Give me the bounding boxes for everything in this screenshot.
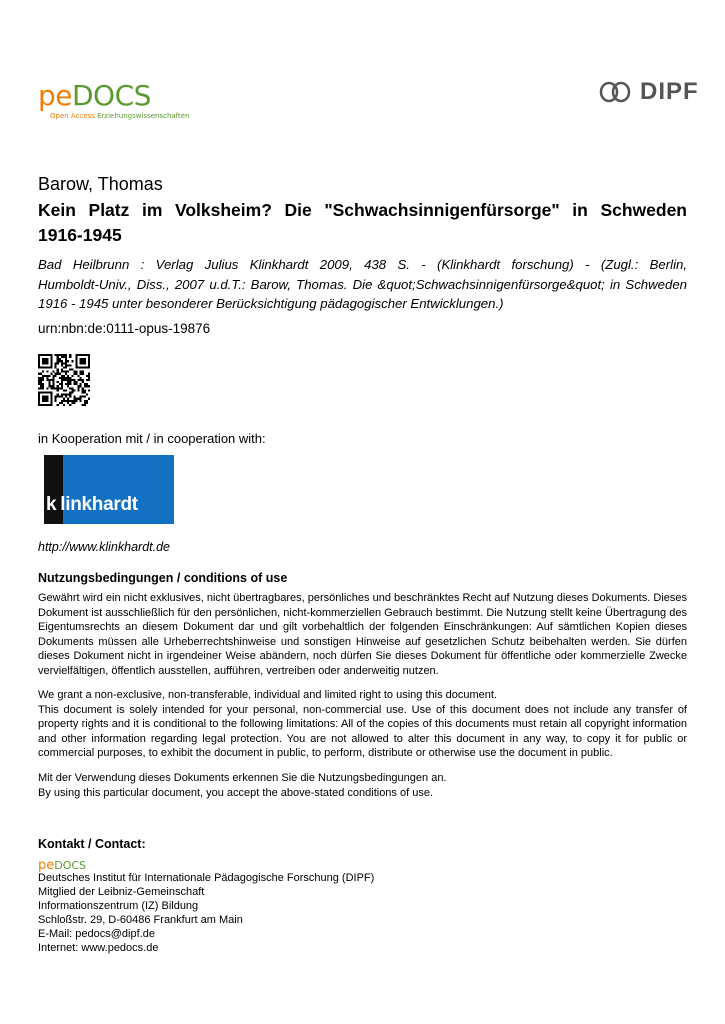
terms-english <box>38 688 687 761</box>
citation-line-3: 1916 - 1945 unter besonderer Berücksichtigung pädagogischer Entwicklungen.) <box>38 296 504 311</box>
terms-de-line: Eigentumsrechts an diesem Dokument dar und gilt vorbehaltlich der folgenden Einschränkungen: Auf sämtlichen Kopien dieses <box>38 621 687 634</box>
terms-en-line: This document is solely intended for your personal, non-commercial use. Use of this document does not include any transfer of <box>38 703 687 716</box>
klinkhardt-logo <box>44 455 174 524</box>
dipf-rings-icon <box>599 80 631 104</box>
pedocs-wordmark: peDOCS <box>38 79 151 112</box>
contact-line: Deutsches Institut für Internationale Pädagogische Forschung (DIPF) <box>38 872 375 884</box>
terms-heading: Nutzungsbedingungen / conditions of use <box>38 571 288 585</box>
dipf-logo <box>599 78 699 106</box>
terms-de-line: Dokuments müssen alle Urheberrechtshinweise und sonstigen Hinweise auf gesetzlichen Schutz beibehalten werden. Sie dürfen <box>38 635 687 648</box>
accept-line: Mit der Verwendung dieses Dokuments erkennen Sie die Nutzungsbedingungen an. <box>38 772 447 784</box>
terms-en-line: commercial purposes, to exhibit the document in public, to perform, distribute or otherwise use the document in public. <box>38 747 613 760</box>
terms-de-line: vervielfältigen, öffentlich ausstellen, aufführen, vertreiben oder anderweitig nutzen. <box>38 664 439 677</box>
acceptance-note <box>38 771 687 800</box>
contact-line: Informationszentrum (IZ) Bildung <box>38 900 199 912</box>
pedocs-logo <box>38 79 190 120</box>
terms-en-line: property rights and it is conditional to the following limitations: All of the copies of this documents must retain all copyright information <box>38 718 687 731</box>
terms-de-line: Gewährt wird ein nicht exklusives, nicht übertragbares, persönliches und beschränktes Recht auf Nutzung dieses Dokuments. Dieses <box>38 592 687 604</box>
document-title <box>38 198 687 248</box>
contact-line: Mitglied der Leibniz-Gemeinschaft <box>38 886 205 898</box>
terms-de-line: dieses Dokument nicht in irgendeiner Weise abändern, noch dürfen Sie dieses Dokument für öffentliche oder kommerzielle Zwecke <box>38 650 687 663</box>
contact-address <box>38 871 374 955</box>
urn: urn:nbn:de:0111-opus-19876 <box>38 321 211 336</box>
terms-en-line: We grant a non-exclusive, non-transferable, individual and limited right to using this document. <box>38 689 497 701</box>
pedocs-tagline: Open Access Erziehungswissenschaften <box>50 112 190 120</box>
terms-de-line: Dokument ist ausschließlich für den persönlichen, nicht-kommerziellen Gebrauch bestimmt. Die Nutzung stellt keine Übertragung des <box>38 606 687 619</box>
contact-line: Schloßstr. 29, D-60486 Frankfurt am Main <box>38 914 243 926</box>
accept-line: By using this particular document, you accept the above-stated conditions of use. <box>38 786 434 799</box>
title-line-2: 1916-1945 <box>38 225 122 245</box>
citation-line-1: Bad Heilbrunn : Verlag Julius Klinkhardt 2009, 438 S. - (Klinkhardt forschung) - (Zugl.: Berlin, <box>38 257 687 272</box>
dipf-wordmark: DIPF <box>640 78 699 105</box>
author: Barow, Thomas <box>38 174 163 194</box>
title-line-1: Kein Platz im Volksheim? Die "Schwachsinnigenfürsorge" in Schweden <box>38 200 687 220</box>
terms-en-line: and other information regarding legal protection. You are not allowed to alter this document in any way, to copy it for public or <box>38 732 687 745</box>
cooperation-label: in Kooperation mit / in cooperation with: <box>38 431 266 446</box>
citation-line-2: Humboldt-Univ., Diss., 2007 u.d.T.: Barow, Thomas. Die &quot;Schwachsinnigenfürsorge&quot; in Schweden <box>38 276 687 292</box>
terms-german <box>38 591 687 679</box>
contact-email[interactable]: E-Mail: pedocs@dipf.de <box>38 928 155 940</box>
contact-heading: Kontakt / Contact: <box>38 837 146 851</box>
contact-website[interactable]: Internet: www.pedocs.de <box>38 942 159 954</box>
qr-code-icon <box>38 354 90 406</box>
citation <box>38 255 687 314</box>
partner-link[interactable]: http://www.klinkhardt.de <box>38 540 171 554</box>
contact-pedocs-logo: peDOCS <box>38 858 87 873</box>
klinkhardt-logo-text: k linkhardt <box>46 494 138 515</box>
